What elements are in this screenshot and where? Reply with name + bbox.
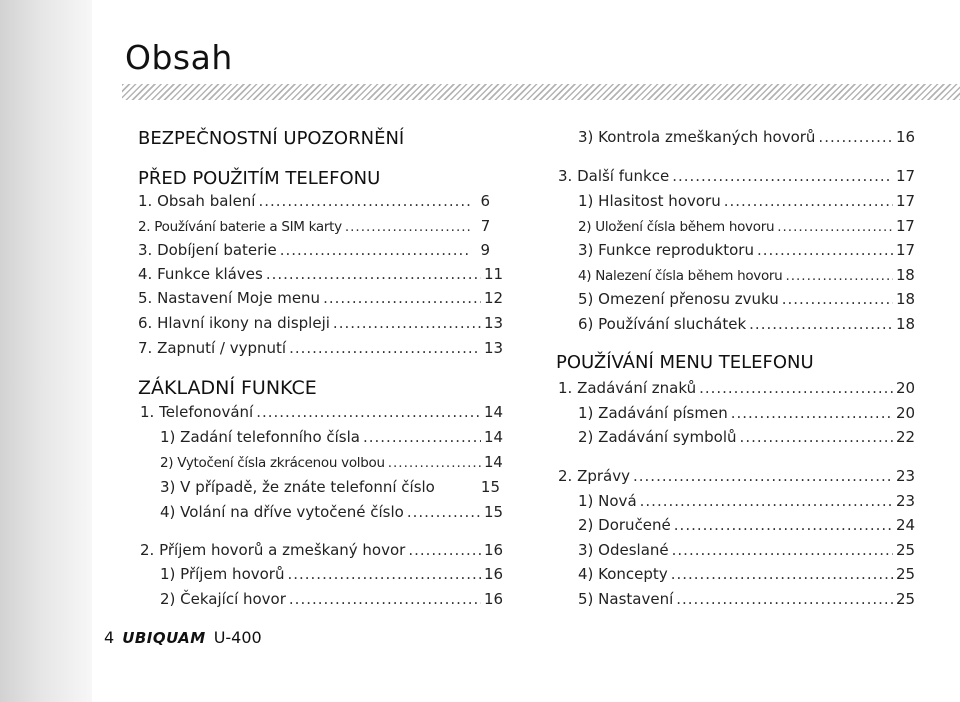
toc-leader — [388, 453, 481, 473]
toc-entry-page: 17 — [896, 217, 915, 235]
toc-entry[interactable] — [138, 313, 504, 333]
toc-entry-label: 2. Zprávy — [558, 467, 630, 485]
toc-entry[interactable] — [558, 466, 916, 486]
toc-leader — [408, 540, 481, 560]
toc-entry[interactable] — [138, 240, 490, 260]
toc-entry[interactable] — [160, 477, 500, 497]
toc-entry-page: 17 — [896, 167, 916, 185]
toc-leader — [407, 502, 481, 522]
toc-entry-page: 17 — [896, 192, 916, 210]
toc-leader — [724, 191, 893, 211]
page-title: Obsah — [125, 38, 233, 77]
toc-entry[interactable] — [578, 491, 916, 511]
toc-leader — [633, 466, 893, 486]
toc-leader — [363, 427, 481, 447]
toc-entry-page: 14 — [484, 403, 504, 421]
toc-entry-page: 25 — [896, 590, 916, 608]
toc-entry-page: 16 — [484, 565, 504, 583]
toc-entry-page: 20 — [896, 404, 916, 422]
toc-entry-label: 1) Příjem hovorů — [160, 565, 285, 583]
toc-leader — [672, 540, 893, 560]
toc-entry-label: 1) Zadání telefonního čísla — [160, 428, 360, 446]
toc-leader — [671, 564, 893, 584]
toc-entry-label: 3) Funkce reproduktoru — [578, 241, 754, 259]
toc-entry-page: 25 — [896, 565, 916, 583]
toc-entry[interactable] — [160, 452, 503, 472]
toc-leader — [699, 378, 893, 398]
toc-entry-page: 14 — [484, 453, 503, 471]
toc-leader — [289, 338, 481, 358]
toc-entry-label: 5. Nastavení Moje menu — [138, 289, 321, 307]
toc-entry-label: 4) Volání na dříve vytočené číslo — [160, 503, 404, 521]
model-name: U-400 — [213, 628, 262, 647]
toc-leader — [757, 240, 893, 260]
toc-entry-page: 15 — [480, 478, 500, 496]
toc-entry[interactable] — [578, 314, 916, 334]
toc-entry[interactable] — [140, 540, 504, 560]
toc-leader — [782, 289, 893, 309]
toc-entry-page: 22 — [896, 428, 916, 446]
toc-entry[interactable] — [140, 402, 504, 422]
toc-entry[interactable] — [138, 338, 504, 358]
toc-entry-label: 2. Používání baterie a SIM karty — [138, 219, 342, 235]
toc-entry[interactable] — [578, 289, 916, 309]
toc-entry-label: 6) Používání sluchátek — [578, 315, 747, 333]
toc-entry-label: 2) Čekající hovor — [160, 590, 286, 608]
section-heading-before-use: PŘED POUŽITÍM TELEFONU — [138, 168, 381, 189]
toc-entry[interactable] — [138, 264, 504, 284]
toc-entry-label: 4) Nalezení čísla během hovoru — [578, 268, 783, 284]
toc-entry-label: 2) Doručené — [578, 516, 671, 534]
toc-entry-page: 25 — [896, 541, 916, 559]
toc-leader — [289, 589, 481, 609]
toc-leader — [287, 564, 481, 584]
page-footer — [104, 628, 262, 647]
left-margin-band — [0, 0, 92, 702]
toc-entry[interactable] — [160, 564, 504, 584]
toc-entry-page: 23 — [896, 467, 916, 485]
toc-entry-page: 15 — [484, 503, 504, 521]
toc-entry-label: 4. Funkce kláves — [138, 265, 263, 283]
toc-leader — [676, 589, 893, 609]
toc-entry-page: 16 — [896, 128, 916, 146]
toc-entry[interactable] — [558, 378, 916, 398]
page-number: 4 — [104, 628, 115, 647]
toc-entry[interactable] — [578, 564, 916, 584]
toc-entry-page: 9 — [480, 241, 490, 259]
toc-leader — [674, 515, 893, 535]
brand-logo-text: UBIQUAM — [122, 629, 206, 647]
toc-entry-label: 1. Obsah balení — [138, 192, 256, 210]
toc-leader — [640, 491, 893, 511]
toc-entry-label: 2) Zadávání symbolů — [578, 428, 737, 446]
toc-entry-label: 6. Hlavní ikony na displeji — [138, 314, 330, 332]
toc-leader — [266, 264, 481, 284]
toc-entry[interactable] — [578, 589, 916, 609]
toc-entry[interactable] — [160, 427, 504, 447]
title-hatched-divider — [122, 84, 960, 100]
toc-entry-page: 18 — [896, 266, 915, 284]
section-heading-menu-usage: POUŽÍVÁNÍ MENU TELEFONU — [556, 352, 814, 373]
toc-entry-page: 20 — [896, 379, 916, 397]
toc-leader — [672, 166, 893, 186]
toc-leader — [258, 191, 471, 211]
toc-entry[interactable] — [578, 515, 916, 535]
toc-entry-page: 17 — [896, 241, 916, 259]
toc-entry[interactable] — [160, 502, 504, 522]
toc-entry[interactable] — [578, 265, 915, 285]
toc-entry-label: 5) Nastavení — [578, 590, 674, 608]
toc-entry-page: 7 — [480, 217, 490, 235]
toc-entry-page: 16 — [484, 541, 504, 559]
toc-entry-label: 1. Zadávání znaků — [558, 379, 697, 397]
toc-entry-page: 18 — [896, 290, 916, 308]
toc-entry-page: 14 — [484, 428, 504, 446]
toc-leader — [731, 403, 893, 423]
section-heading-safety: BEZPEČNOSTNÍ UPOZORNĚNÍ — [138, 128, 405, 149]
toc-entry[interactable] — [138, 288, 504, 308]
toc-entry-label: 2) Vytočení čísla zkrácenou volbou — [160, 455, 385, 471]
toc-entry-label: 1) Hlasitost hovoru — [578, 192, 721, 210]
toc-entry-page: 24 — [896, 516, 916, 534]
toc-entry[interactable] — [578, 427, 916, 447]
toc-entry-page: 16 — [484, 590, 504, 608]
toc-entry-page: 12 — [484, 289, 504, 307]
toc-entry-label: 3) Odeslané — [578, 541, 669, 559]
toc-entry-page: 23 — [896, 492, 916, 510]
toc-entry-label: 4) Koncepty — [578, 565, 668, 583]
toc-entry[interactable] — [138, 216, 490, 236]
toc-entry[interactable] — [578, 216, 915, 236]
toc-entry[interactable] — [558, 166, 916, 186]
toc-entry-label: 3. Dobíjení baterie — [138, 241, 277, 259]
toc-leader — [333, 313, 481, 333]
toc-entry-label: 2. Příjem hovorů a zmeškaný hovor — [140, 541, 406, 559]
toc-entry-page: 13 — [484, 314, 504, 332]
toc-leader — [740, 427, 893, 447]
toc-entry-label: 2) Uložení čísla během hovoru — [578, 219, 775, 235]
toc-entry-label: 1) Zadávání písmen — [578, 404, 728, 422]
toc-entry[interactable] — [578, 191, 916, 211]
toc-entry-page: 6 — [480, 192, 490, 210]
toc-entry-label: 3. Další funkce — [558, 167, 670, 185]
toc-leader — [256, 402, 481, 422]
toc-entry[interactable] — [578, 240, 916, 260]
toc-entry-page: 18 — [896, 315, 916, 333]
toc-entry-label: 3) Kontrola zmeškaných hovorů — [578, 128, 816, 146]
toc-leader — [785, 266, 893, 286]
toc-entry-label: 7. Zapnutí / vypnutí — [138, 339, 287, 357]
toc-entry-label: 3) V případě, že znáte telefonní číslo — [160, 478, 435, 496]
toc-leader — [323, 288, 481, 308]
toc-entry-page: 11 — [484, 265, 504, 283]
toc-leader — [345, 217, 471, 237]
toc-entry[interactable] — [160, 589, 504, 609]
toc-entry-label: 1) Nová — [578, 492, 637, 510]
toc-entry[interactable] — [578, 540, 916, 560]
toc-entry-label: 5) Omezení přenosu zvuku — [578, 290, 779, 308]
toc-entry[interactable] — [578, 127, 916, 147]
toc-entry-label: 1. Telefonování — [140, 403, 254, 421]
toc-leader — [777, 217, 893, 237]
toc-leader — [749, 314, 893, 334]
toc-leader — [280, 240, 471, 260]
toc-entry[interactable] — [578, 403, 916, 423]
section-heading-basic-functions: ZÁKLADNÍ FUNKCE — [138, 377, 317, 399]
toc-entry[interactable] — [138, 191, 490, 211]
toc-entry-page: 13 — [484, 339, 504, 357]
toc-leader — [818, 127, 893, 147]
